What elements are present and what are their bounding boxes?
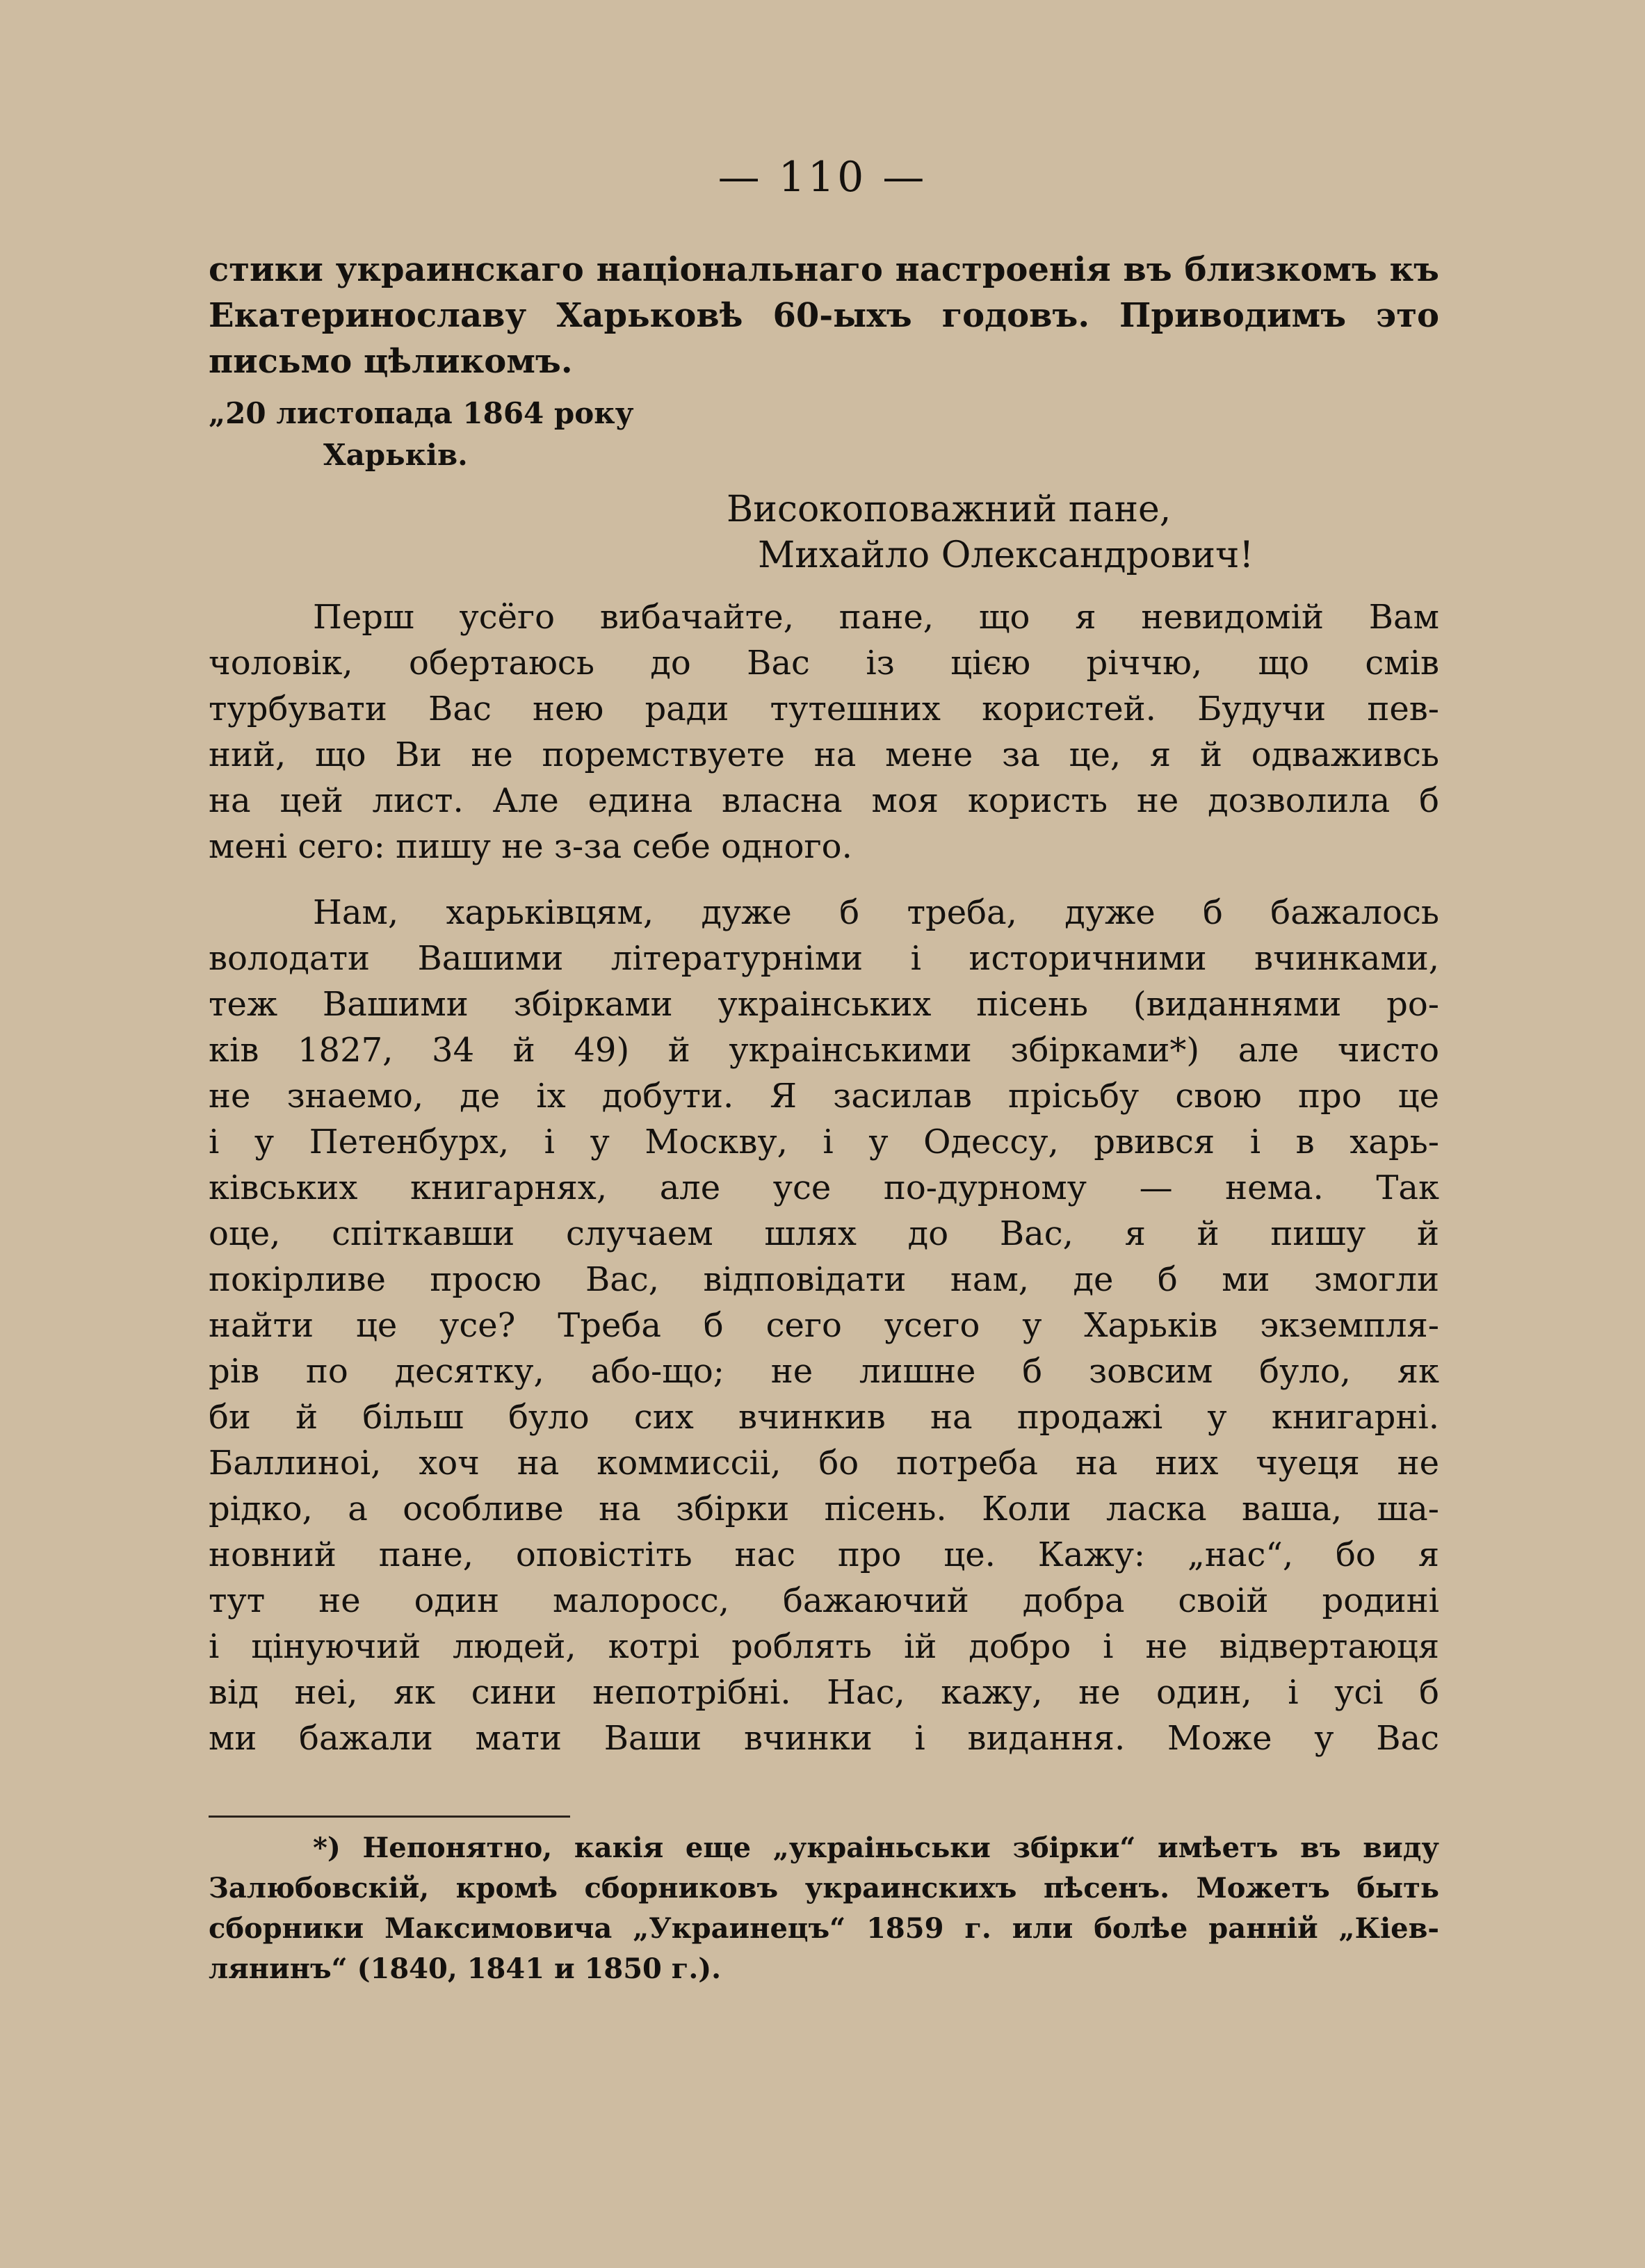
letter-place: Харьків. xyxy=(323,438,468,472)
letter-paragraph-2 xyxy=(209,890,1439,1761)
intro-text xyxy=(209,247,1439,384)
paragraph-line: новний пане, оповістіть нас про це. Кажу: „нас“, бо я xyxy=(209,1535,1439,1574)
paragraph-line: від неі, як сини непотрібні. Нас, кажу, не один, і усі б xyxy=(209,1673,1439,1712)
paragraph-line: рів по десятку, або-що; не лишне б зовсим було, як xyxy=(209,1352,1439,1391)
intro-line: Екатеринославу Харьковѣ 60-ыхъ годовъ. Приводимъ это xyxy=(209,296,1439,335)
paragraph-line: ків 1827, 34 й 49) й украінськими збірками*) але чисто xyxy=(209,1031,1439,1070)
paragraph-line: турбувати Вас нею ради тутешних користей. Будучи пев- xyxy=(209,690,1439,728)
salutation-line: Михайло Олександрович! xyxy=(758,535,1254,576)
paragraph-line: не знаемо, де іх добути. Я засилав прісьбу свою про це xyxy=(209,1077,1439,1116)
paragraph-line: і у Петенбурх, і у Москву, і у Одессу, рвився і в харь- xyxy=(209,1123,1439,1161)
paragraph-line: чоловік, обертаюсь до Вас із цією річчю, що смів xyxy=(209,644,1439,683)
paragraph-line: би й більш було сих вчинкив на продажі у книгарні. xyxy=(209,1398,1439,1437)
letter-salutation xyxy=(209,487,1439,578)
paragraph-line: тут не один малоросс, бажаючий добра своій родині xyxy=(209,1581,1439,1620)
footnote xyxy=(209,1828,1439,1989)
paragraph-line: ківських книгарнях, але усе по-дурному — нема. Так xyxy=(209,1168,1439,1207)
paragraph-line: і цінуючий людей, котрі роблять ій добро і не відвертаюця xyxy=(209,1627,1439,1666)
paragraph-line: теж Вашими збірками украінських пісень (виданнями ро- xyxy=(209,985,1439,1024)
salutation-line: Високоповажний пане, xyxy=(727,489,1172,530)
footnote-line: Залюбовскій, кромѣ сборниковъ украинскихъ пѣсенъ. Можетъ быть xyxy=(209,1872,1439,1904)
paragraph-line: володати Вашими літературніми і историчними вчинками, xyxy=(209,939,1439,978)
paragraph-line: ний, що Ви не поремствуете на мене за це, я й одваживсь xyxy=(209,735,1439,774)
footnote-line: *) Непонятно, какія еще „украіньськи збірки“ имѣетъ въ виду xyxy=(313,1831,1439,1864)
paragraph-line: на цей лист. Але едина власна моя користь не дозволила б xyxy=(209,781,1439,820)
intro-line: письмо цѣликомъ. xyxy=(209,342,573,381)
paragraph-line: рідко, а особливе на збірки пісень. Коли ласка ваша, ша- xyxy=(209,1490,1439,1528)
footnote-line: лянинъ“ (1840, 1841 и 1850 г.). xyxy=(209,1952,722,1985)
paragraph-line: мені сего: пишу не з-за себе одного. xyxy=(209,827,852,866)
paragraph-line: ми бажали мати Ваши вчинки і видання. Може у Вас xyxy=(209,1719,1439,1758)
paragraph-line: Нам, харьківцям, дуже б треба, дуже б бажалось xyxy=(313,893,1439,932)
paragraph-line: оце, спіткавши случаем шлях до Вас, я й пишу й xyxy=(209,1214,1439,1253)
letter-paragraph-1 xyxy=(209,594,1439,870)
page-number: — 110 — xyxy=(718,153,927,202)
paragraph-line: найти це усе? Треба б сего усего у Харьків экземпля- xyxy=(209,1306,1439,1345)
paragraph-line: Перш усёго вибачайте, пане, що я невидомій Вам xyxy=(313,598,1439,637)
intro-line: стики украинскаго національнаго настроенія въ близкомъ къ xyxy=(209,250,1439,289)
letter-date: „20 листопада 1864 року xyxy=(209,396,634,430)
paragraph-line: Баллиноі, хоч на коммиссіі, бо потреба на них чуеця не xyxy=(209,1444,1439,1483)
footnote-line: сборники Максимовича „Украинецъ“ 1859 г. или болѣе ранній „Кіев- xyxy=(209,1912,1439,1945)
paragraph-line: покірливе просю Вас, відповідати нам, де б ми змогли xyxy=(209,1260,1439,1299)
footnote-divider xyxy=(209,1816,570,1818)
letter-dateline xyxy=(209,393,1439,476)
